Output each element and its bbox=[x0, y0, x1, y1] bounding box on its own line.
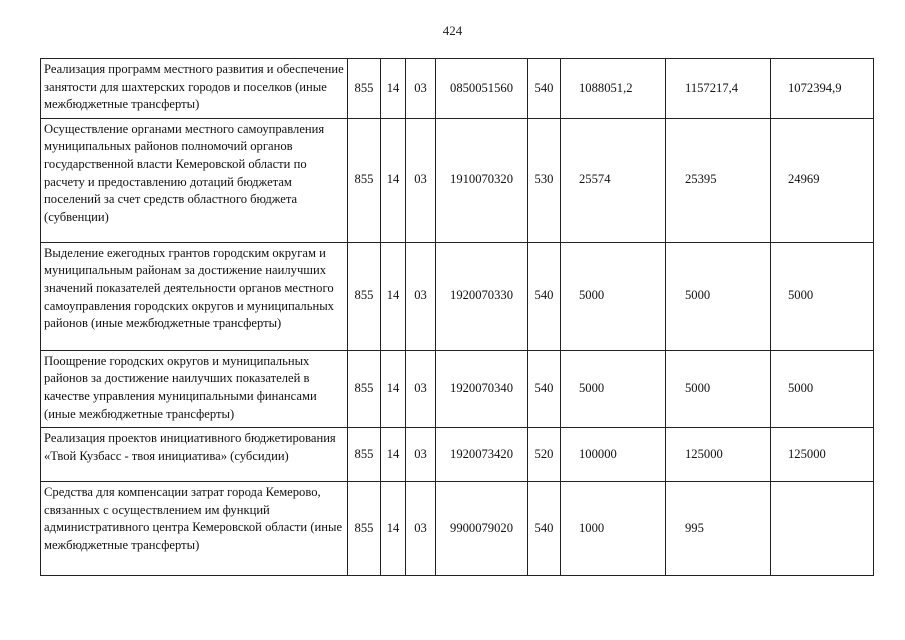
subsection-code: 03 bbox=[414, 520, 427, 535]
ministry-code: 855 bbox=[354, 446, 374, 461]
amount-year1-cell bbox=[561, 118, 666, 242]
amount-year1: 5000 bbox=[579, 381, 605, 396]
section-code: 14 bbox=[386, 446, 400, 461]
amount-year2: 995 bbox=[685, 520, 704, 535]
expense-name-cell bbox=[41, 482, 348, 576]
section-code: 14 bbox=[386, 288, 400, 303]
amount-year1: 25574 bbox=[579, 172, 611, 187]
amount-year2: 5000 bbox=[685, 381, 711, 396]
amount-year2-cell bbox=[666, 242, 771, 350]
target-article-cell bbox=[436, 482, 528, 576]
amount-year2: 5000 bbox=[685, 288, 711, 303]
amount-year3-cell bbox=[771, 350, 874, 427]
target-article-cell bbox=[436, 242, 528, 350]
amount-year3-cell bbox=[771, 118, 874, 242]
ministry-code-cell bbox=[348, 59, 381, 119]
ministry-code-cell bbox=[348, 428, 381, 482]
amount-year3: 24969 bbox=[788, 172, 820, 187]
section-code-cell bbox=[381, 350, 406, 427]
amount-year3: 125000 bbox=[788, 446, 826, 461]
subsection-code: 03 bbox=[414, 288, 427, 303]
section-code-cell bbox=[381, 242, 406, 350]
section-code-cell bbox=[381, 59, 406, 119]
amount-year2-cell bbox=[666, 428, 771, 482]
expense-name: Средства для компенсации затрат города Кемерово, связанных с осуществлением им функций административного центра Кемеровской области (иные межбюджетные трансферты) bbox=[44, 485, 343, 552]
table-row bbox=[41, 242, 874, 350]
amount-year1-cell bbox=[561, 482, 666, 576]
subsection-code: 03 bbox=[414, 446, 427, 461]
expense-type-code: 530 bbox=[534, 172, 554, 187]
target-article-code: 9900079020 bbox=[450, 520, 513, 535]
amount-year3-cell bbox=[771, 428, 874, 482]
amount-year3-cell bbox=[771, 242, 874, 350]
amount-year1: 5000 bbox=[579, 288, 605, 303]
target-article-code: 1920070330 bbox=[450, 288, 513, 303]
amount-year3: 1072394,9 bbox=[788, 80, 842, 95]
expense-name: Поощрение городских округов и муниципальных районов за достижение наилучших показателей в качестве управления муниципальными финансами (иные межбюджетные трансферты) bbox=[44, 353, 317, 421]
amount-year2: 1157217,4 bbox=[685, 80, 739, 95]
expense-name: Осуществление органами местного самоуправления муниципальных районов полномочий органов государственной власти Кемеровской области по расчету и предоставлению дотаций бюджетам поселений за счет средств областного бюджета (субвенции) bbox=[44, 121, 325, 224]
ministry-code: 855 bbox=[354, 381, 374, 396]
target-article-cell bbox=[436, 118, 528, 242]
section-code-cell bbox=[381, 428, 406, 482]
ministry-code: 855 bbox=[354, 288, 374, 303]
target-article-code: 1920070340 bbox=[450, 381, 513, 396]
subsection-code-cell bbox=[406, 118, 436, 242]
subsection-code-cell bbox=[406, 482, 436, 576]
expense-name-cell bbox=[41, 428, 348, 482]
section-code: 14 bbox=[386, 172, 400, 187]
expense-type-code: 540 bbox=[534, 381, 554, 396]
table-body bbox=[41, 59, 874, 576]
subsection-code-cell bbox=[406, 350, 436, 427]
section-code: 14 bbox=[386, 520, 400, 535]
amount-year1-cell bbox=[561, 242, 666, 350]
expense-type-code: 540 bbox=[534, 288, 554, 303]
subsection-code: 03 bbox=[414, 80, 427, 95]
page-number: 424 bbox=[442, 23, 463, 38]
ministry-code-cell bbox=[348, 242, 381, 350]
subsection-code-cell bbox=[406, 242, 436, 350]
expense-type-code: 520 bbox=[534, 446, 554, 461]
ministry-code-cell bbox=[348, 350, 381, 427]
budget-table bbox=[40, 58, 874, 576]
section-code-cell bbox=[381, 118, 406, 242]
ministry-code-cell bbox=[348, 118, 381, 242]
table-row bbox=[41, 350, 874, 427]
expense-type-cell bbox=[528, 59, 561, 119]
ministry-code: 855 bbox=[354, 172, 374, 187]
table-row bbox=[41, 59, 874, 119]
expense-name-cell bbox=[41, 242, 348, 350]
amount-year1-cell bbox=[561, 350, 666, 427]
table-row bbox=[41, 482, 874, 576]
target-article-cell bbox=[436, 428, 528, 482]
amount-year3: 5000 bbox=[788, 288, 814, 303]
expense-name: Выделение ежегодных грантов городским округам и муниципальным районам за достижение наилучших значений показателей деятельности органов местного самоуправления городских округов и муниципальных районов (иные межбюджетные трансферты) bbox=[44, 245, 334, 331]
expense-type-code: 540 bbox=[534, 520, 554, 535]
section-code-cell bbox=[381, 482, 406, 576]
amount-year2-cell bbox=[666, 482, 771, 576]
ministry-code: 855 bbox=[354, 520, 374, 535]
expense-type-cell bbox=[528, 350, 561, 427]
amount-year3: 5000 bbox=[788, 381, 814, 396]
amount-year2-cell bbox=[666, 350, 771, 427]
target-article-code: 1910070320 bbox=[450, 172, 513, 187]
amount-year1: 1088051,2 bbox=[579, 80, 633, 95]
target-article-code: 0850051560 bbox=[450, 80, 513, 95]
expense-name-cell bbox=[41, 118, 348, 242]
expense-type-cell bbox=[528, 242, 561, 350]
amount-year2-cell bbox=[666, 59, 771, 119]
subsection-code-cell bbox=[406, 59, 436, 119]
ministry-code: 855 bbox=[354, 80, 374, 95]
amount-year3-cell bbox=[771, 59, 874, 119]
section-code: 14 bbox=[386, 80, 400, 95]
target-article-code: 1920073420 bbox=[450, 446, 513, 461]
subsection-code-cell bbox=[406, 428, 436, 482]
expense-name-cell bbox=[41, 350, 348, 427]
table-row bbox=[41, 428, 874, 482]
expense-type-cell bbox=[528, 118, 561, 242]
target-article-cell bbox=[436, 59, 528, 119]
amount-year2: 25395 bbox=[685, 172, 717, 187]
amount-year2: 125000 bbox=[685, 446, 723, 461]
subsection-code: 03 bbox=[414, 381, 427, 396]
amount-year1: 1000 bbox=[579, 520, 605, 535]
expense-name: Реализация программ местного развития и обеспечение занятости для шахтерских городов и поселков (иные межбюджетные трансферты) bbox=[44, 62, 344, 112]
expense-type-code: 540 bbox=[534, 80, 554, 95]
amount-year1-cell bbox=[561, 428, 666, 482]
section-code: 14 bbox=[386, 381, 400, 396]
amount-year1: 100000 bbox=[579, 446, 617, 461]
amount-year1-cell bbox=[561, 59, 666, 119]
expense-name: Реализация проектов инициативного бюджетирования «Твой Кузбасс - твоя инициатива» (субсидии) bbox=[44, 431, 336, 463]
amount-year3-cell bbox=[771, 482, 874, 576]
expense-name-cell bbox=[41, 59, 348, 119]
table-row bbox=[41, 118, 874, 242]
amount-year2-cell bbox=[666, 118, 771, 242]
subsection-code: 03 bbox=[414, 172, 427, 187]
ministry-code-cell bbox=[348, 482, 381, 576]
target-article-cell bbox=[436, 350, 528, 427]
expense-type-cell bbox=[528, 482, 561, 576]
expense-type-cell bbox=[528, 428, 561, 482]
